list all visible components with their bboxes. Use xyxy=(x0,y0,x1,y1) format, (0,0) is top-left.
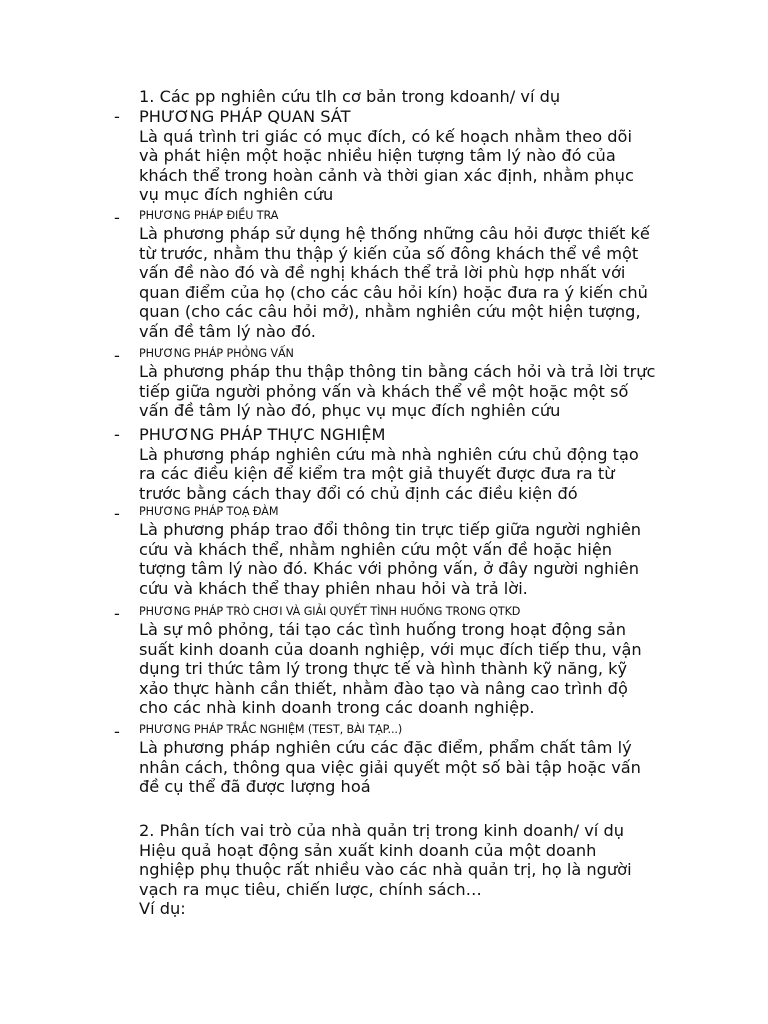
question-2-section xyxy=(139,821,699,919)
text-line: Là phương pháp thu thập thông tin bằng cách hỏi và trả lời trực xyxy=(139,362,656,381)
method-title: PHƯƠNG PHÁP ĐIỀU TRA xyxy=(139,209,279,222)
text-line: xảo thực hành cần thiết, nhằm đào tạo và nâng cao trình độ xyxy=(139,678,628,698)
text-line: Là phương pháp nghiên cứu các đặc điểm, phẩm chất tâm lý xyxy=(139,738,632,757)
method-item-test xyxy=(114,722,698,797)
text-line: và phát hiện một hoặc nhiều hiện tượng tâm lý nào đó của xyxy=(139,146,616,166)
text-line: dụng tri thức tâm lý trong thực tế và hình thành kỹ năng, kỹ xyxy=(139,659,628,679)
bullet-dash: - xyxy=(114,346,120,365)
text-line: vấn đề tâm lý nào đó. xyxy=(139,321,316,341)
method-item-experiment xyxy=(114,425,698,503)
text-line: Là phương pháp nghiên cứu mà nhà nghiên cứu chủ động tạo xyxy=(139,444,639,464)
text-line: Là phương pháp sử dụng hệ thống những câu hỏi được thiết kế xyxy=(139,224,650,243)
text-line: cứu và khách thể, nhằm nghiên cứu một vấn đề hoặc hiện xyxy=(139,539,613,559)
method-title: PHƯƠNG PHÁP PHỎNG VẤN xyxy=(139,347,294,360)
method-description xyxy=(139,127,684,205)
method-item-game-situation xyxy=(114,604,698,718)
text-line: trước bằng cách thay đổi có chủ định các điều kiện đó xyxy=(139,483,578,503)
method-description xyxy=(139,224,684,342)
method-title: PHƯƠNG PHÁP TRÒ CHƠI VÀ GIẢI QUYẾT TÌNH HUỐNG TRONG QTKD xyxy=(139,605,521,618)
method-title: PHƯƠNG PHÁP THỰC NGHIỆM xyxy=(139,425,386,444)
method-item-observation xyxy=(114,107,698,205)
text-line: Là quá trình tri giác có mục đích, có kế hoạch nhằm theo dõi xyxy=(139,126,632,146)
text-line: quan (cho các câu hỏi mở), nhằm nghiên cứu một hiện tượng, xyxy=(139,302,641,322)
text-line: nghiệp phụ thuộc rất nhiều vào các nhà quản trị, họ là người xyxy=(139,860,632,880)
text-line: khách thể trong hoàn cảnh và thời gian xác định, nhằm phục xyxy=(139,165,634,185)
text-line: tượng tâm lý nào đó. Khác với phỏng vấn, ở đây người nghiên xyxy=(139,559,639,579)
bullet-dash: - xyxy=(114,208,120,227)
text-line: Hiệu quả hoạt động sản xuất kinh doanh của một doanh xyxy=(139,840,597,860)
text-line: vụ mục đích nghiên cứu xyxy=(139,185,334,205)
question-2-heading: 2. Phân tích vai trò của nhà quản trị trong kinh doanh/ ví dụ xyxy=(139,821,624,840)
text-line: suất kinh doanh của doanh nghiệp, với mục đích tiếp thu, vận xyxy=(139,639,642,659)
method-title: PHƯƠNG PHÁP TOẠ ĐÀM xyxy=(139,505,279,518)
text-line: ra các điều kiện để kiểm tra một giả thuyết được đưa ra từ xyxy=(139,464,615,484)
method-description xyxy=(139,362,684,421)
text-line: vấn đề tâm lý nào đó, phục vụ mục đích nghiên cứu xyxy=(139,401,561,421)
bullet-dash: - xyxy=(114,107,120,126)
text-line: quan điểm của họ (cho các câu hỏi kín) hoặc đưa ra ý kiến chủ xyxy=(139,282,648,302)
text-line: tiếp giữa người phỏng vấn và khách thể về một hoặc một số xyxy=(139,381,629,401)
question-1-heading: 1. Các pp nghiên cứu tlh cơ bản trong kdoanh/ ví dụ xyxy=(139,87,561,106)
bullet-dash: - xyxy=(114,425,120,444)
method-description xyxy=(139,620,684,718)
method-item-survey xyxy=(114,208,698,342)
method-description xyxy=(139,445,684,504)
method-description xyxy=(139,738,684,797)
text-line: cho các nhà kinh doanh trong các doanh nghiệp. xyxy=(139,698,535,718)
text-line: từ trước, nhằm thu thập ý kiến của số đông khách thể về một xyxy=(139,243,639,263)
bullet-dash: - xyxy=(114,604,120,623)
method-title: PHƯƠNG PHÁP TRẮC NGHIỆM (TEST, BÀI TẠP...) xyxy=(139,723,403,736)
bullet-dash: - xyxy=(114,722,120,741)
text-line: Là sự mô phỏng, tái tạo các tình huống trong hoạt động sản xyxy=(139,620,626,639)
text-line: vạch ra mục tiêu, chiến lược, chính sách… xyxy=(139,879,482,899)
bullet-dash: - xyxy=(114,504,120,523)
method-description xyxy=(139,520,684,598)
text-line: đề cụ thể đã được lượng hoá xyxy=(139,777,371,797)
text-line: nhân cách, thông qua việc giải quyết một số bài tập hoặc vấn xyxy=(139,757,641,777)
method-title: PHƯƠNG PHÁP QUAN SÁT xyxy=(139,107,351,126)
text-line: cứu và khách thể thay phiên nhau hỏi và trả lời. xyxy=(139,578,528,598)
method-item-discussion xyxy=(114,504,698,598)
text-line: Ví dụ: xyxy=(139,899,186,919)
text-line: Là phương pháp trao đổi thông tin trực tiếp giữa người nghiên xyxy=(139,520,642,539)
text-line: vấn đề nào đó và đề nghị khách thể trả lời phù hợp nhất với xyxy=(139,263,626,283)
method-item-interview xyxy=(114,346,698,421)
